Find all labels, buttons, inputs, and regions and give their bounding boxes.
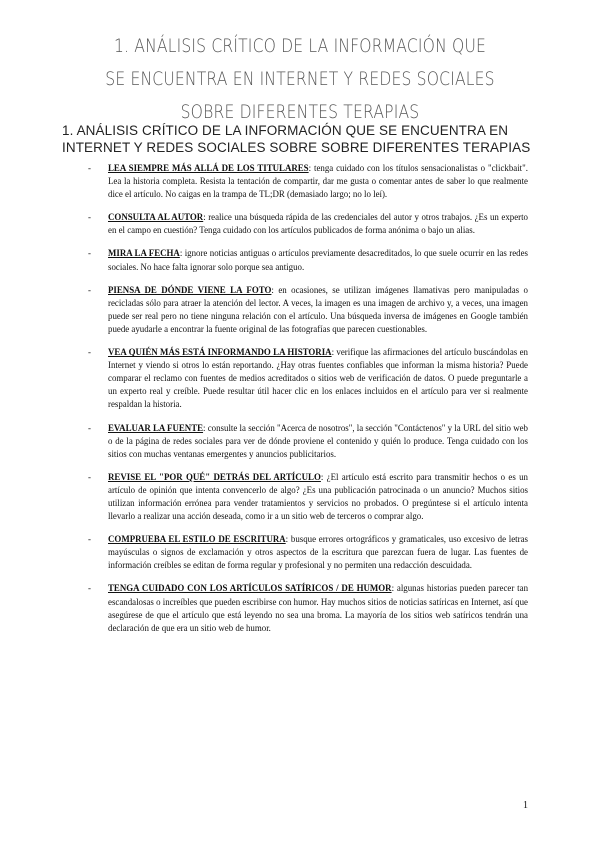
list-item <box>88 162 528 201</box>
section-heading: 1. ANÁLISIS CRÍTICO DE LA INFORMACIÓN QUE SE ENCUENTRA EN INTERNET Y REDES SOCIALES SOBRE SOBRE DIFERENTES TERAPIAS <box>62 123 531 155</box>
list-item <box>88 582 528 634</box>
item-lead: COMPRUEBA EL ESTILO DE ESCRITURA <box>108 534 286 545</box>
item-lead: EVALUAR LA FUENTE <box>108 422 204 433</box>
list-item <box>88 211 528 237</box>
item-lead: LEA SIEMPRE MÁS ALLÁ DE LOS TITULARES <box>108 163 309 173</box>
item-text: : ignore noticias antiguas o artículos previamente desacreditados, lo que suele ocurrir en las redes sociales. No hace falta ignorar solo porque sea antiguo. <box>108 248 528 272</box>
list-item <box>88 247 528 273</box>
bullet-dash: - <box>88 471 91 482</box>
bullet-dash: - <box>88 534 91 545</box>
list-item <box>88 346 528 411</box>
item-text: : verifique las afirmaciones del artículo buscándolas en Internet y viendo si otros lo están reportando. ¿Hay otras fuentes confiables que informan la misma historia? Puede comparar el reclamo con fuentes de medios acreditados o sitios web de verificación de datos. O puede preguntarle a un experto real y creíble. Puede resultar útil hacer clic en los enlaces incluidos en el artículo para ver si realmente respaldan la historia. <box>108 347 528 410</box>
bullet-dash: - <box>88 422 91 433</box>
item-text: : ¿El artículo está escrito para transmitir hechos o es un artículo de opinión que intenta convencerlo de algo? ¿Es una publicación patrocinada o un anuncio? Muchos sitios utilizan información errónea para vender tratamientos y servicios no probados. O pregúntese si el artículo intenta llevarlo a realizar una acción deseada, como ir a un sitio web de terceros o comprar algo. <box>108 471 528 522</box>
list-item <box>88 284 528 336</box>
item-lead: REVISE EL "POR QUÉ" DETRÁS DEL ARTÍCULO <box>108 471 321 482</box>
page-title: 1. ANÁLISIS CRÍTICO DE LA INFORMACIÓN QUE SE ENCUENTRA EN INTERNET Y REDES SOCIALES SOBRE DIFERENTES TERAPIAS <box>105 35 495 123</box>
bullet-dash: - <box>88 212 91 223</box>
bullet-dash: - <box>88 583 91 594</box>
item-lead: TENGA CUIDADO CON LOS ARTÍCULOS SATÍRICOS / DE HUMOR <box>108 583 392 594</box>
list-item <box>88 471 528 523</box>
item-text: : busque errores ortográficos y gramaticales, uso excesivo de letras mayúsculas o signos de exclamación y otros aspectos de la escritura que parezcan fuera de lugar. Las fuentes de información creíbles se editan de forma regular y profesional y no permiten una redacción descuidada. <box>108 534 528 571</box>
page-number: 1 <box>523 800 528 811</box>
bullet-dash: - <box>88 284 91 295</box>
item-text: : en ocasiones, se utilizan imágenes llamativas pero manipuladas o recicladas sólo para atraer la atención del lector. A veces, la imagen es una imagen de archivo y, a veces, una imagen puede ser real pero no tiene ninguna relación con el artículo. Una búsqueda inversa de imágenes en Google también puede ayudarle a encontrar la fuente original de las fotografías que parecen cuestionables. <box>108 284 528 334</box>
item-text: : realice una búsqueda rápida de las credenciales del autor y otros trabajos. ¿Es un experto en el campo en cuestión? Tenga cuidado con los artículos publicados de forma anónima o bajo un alias. <box>108 212 528 236</box>
list-item <box>88 533 528 572</box>
item-text: : algunas historias pueden parecer tan escandalosas o increíbles que pueden escribirse con humor. Hay muchos sitios de noticias satíricas en Internet, así que asegúrese de que el artículo que está leyendo no sea una broma. La mayoría de los sitios web satíricos tendrán una declaración de que era un sitio web de humor. <box>108 583 529 633</box>
item-lead: MIRA LA FECHA <box>108 248 180 259</box>
bullet-dash: - <box>88 347 91 358</box>
item-text: : consulte la sección "Acerca de nosotros", la sección "Contáctenos" y la URL del sitio web o de la página de redes sociales para ver de dónde proviene el contenido y quién lo produce. Tenga cuidado con los sitios con muchas ventanas emergentes y anuncios publicitarios. <box>108 422 528 459</box>
item-text: : tenga cuidado con los títulos sensacionalistas o "clickbait". Lea la historia completa. Resista la tentación de compartir, dar me gusta o comentar antes de saber lo que realmente dice el artículo. No caigas en la trampa de TL;DR (demasiado largo; no lo leí). <box>108 163 528 200</box>
bullet-dash: - <box>88 163 91 173</box>
list-item <box>88 422 528 461</box>
bullet-dash: - <box>88 248 91 259</box>
item-lead: PIENSA DE DÓNDE VIENE LA FOTO <box>108 284 272 295</box>
item-lead: CONSULTA AL AUTOR <box>108 212 204 223</box>
item-lead: VEA QUIÉN MÁS ESTÁ INFORMANDO LA HISTORIA <box>108 347 332 358</box>
tips-list <box>88 162 528 645</box>
